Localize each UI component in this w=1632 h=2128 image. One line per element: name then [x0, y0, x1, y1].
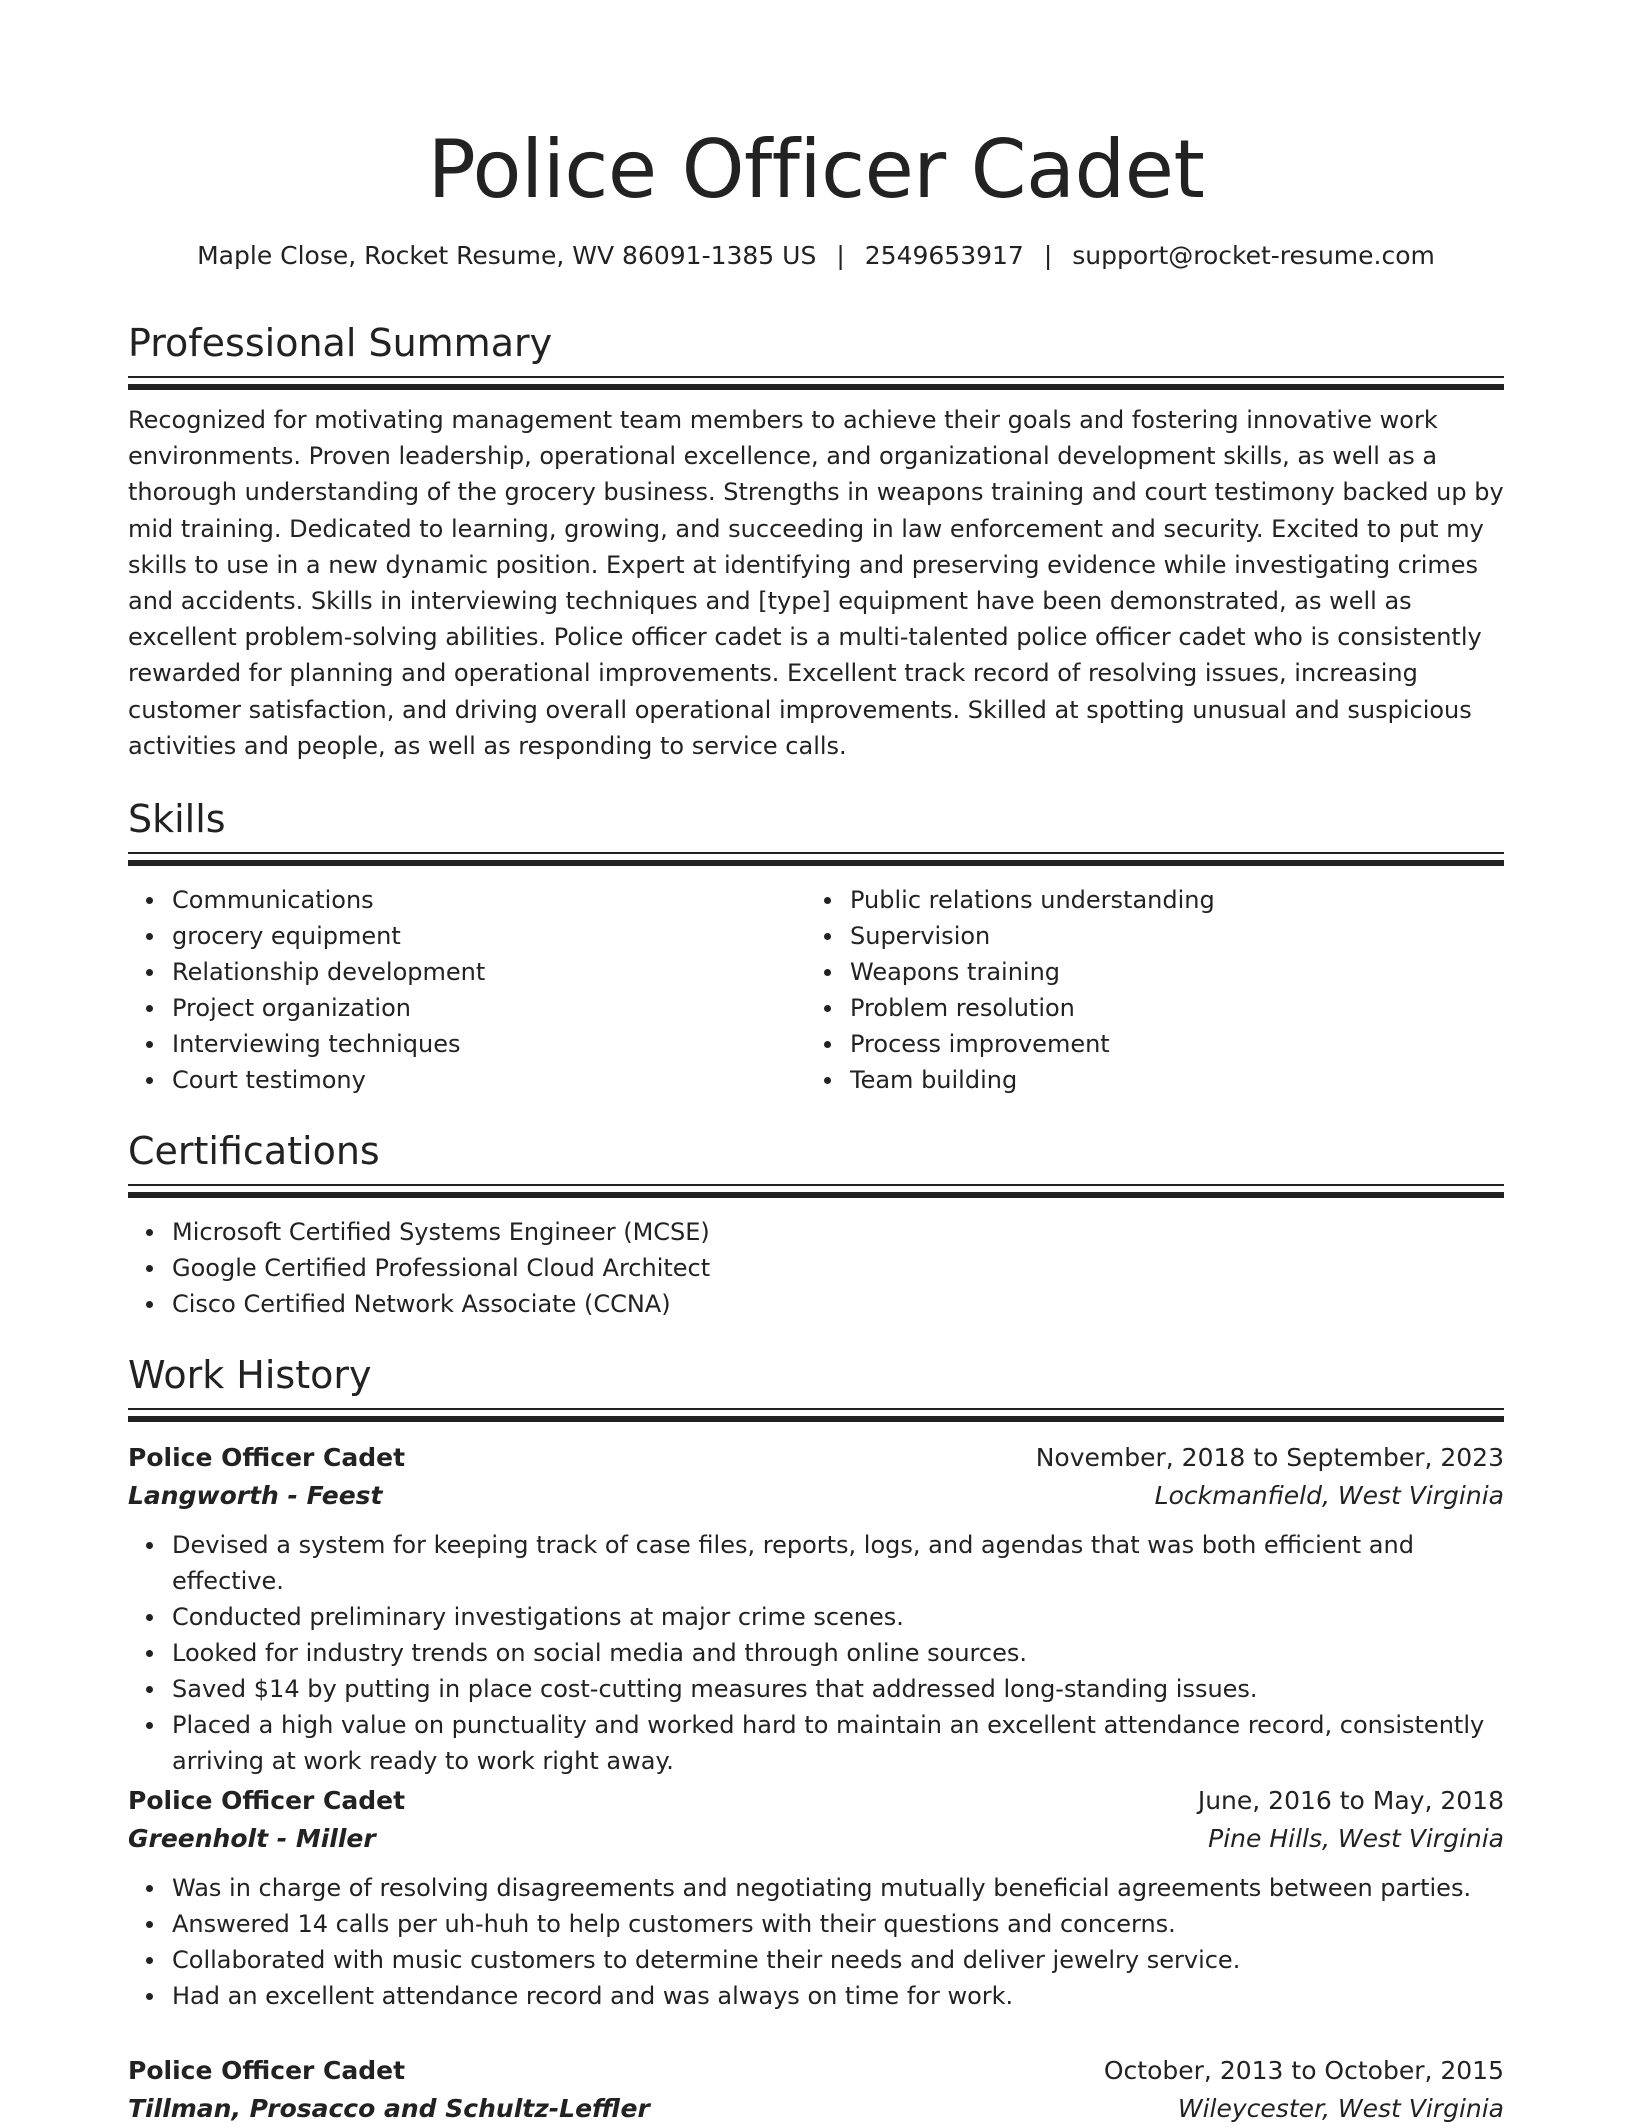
contact-address: Maple Close, Rocket Resume, WV 86091-1385 US	[197, 241, 817, 270]
skill-item: Project organization	[172, 990, 806, 1026]
job-bullet: Saved $14 by putting in place cost-cutting measures that addressed long-standing issues.	[172, 1671, 1504, 1707]
job-entry	[128, 1439, 1504, 1779]
section-divider	[128, 1184, 1504, 1200]
skill-item: Communications	[172, 882, 806, 918]
job-entry	[128, 1782, 1504, 2014]
summary-section	[128, 318, 1504, 764]
skill-item: Process improvement	[850, 1026, 1484, 1062]
job-bullet: Was in charge of resolving disagreements and negotiating mutually beneficial agreements between parties.	[172, 1870, 1504, 1906]
certifications-section	[128, 1126, 1504, 1322]
job-bullet: Collaborated with music customers to determine their needs and deliver jewelry service.	[172, 1942, 1504, 1978]
job-location: Lockmanfield, West Virginia	[1154, 1481, 1504, 1510]
job-entry	[128, 2052, 1504, 2128]
certifications-heading: Certifications	[128, 1129, 380, 1173]
contact-separator: |	[1043, 241, 1053, 270]
job-location: Wileycester, West Virginia	[1177, 2094, 1504, 2123]
skills-section	[128, 794, 1504, 1098]
certification-item: Microsoft Certified Systems Engineer (MCSE)	[172, 1214, 1504, 1250]
certification-item: Google Certified Professional Cloud Architect	[172, 1250, 1504, 1286]
skill-item: Problem resolution	[850, 990, 1484, 1026]
job-bullet: Devised a system for keeping track of case files, reports, logs, and agendas that was both efficient and effective.	[172, 1527, 1504, 1599]
skill-item: Court testimony	[172, 1062, 806, 1098]
job-title: Police Officer Cadet	[128, 1443, 406, 1472]
skill-item: Supervision	[850, 918, 1484, 954]
job-bullet: Placed a high value on punctuality and worked hard to maintain an excellent attendance record, consistently arriving at work ready to work right away.	[172, 1707, 1504, 1779]
skill-item: Public relations understanding	[850, 882, 1484, 918]
job-company: Tillman, Prosacco and Schultz-Leffler	[128, 2094, 650, 2123]
skills-heading: Skills	[128, 797, 226, 841]
job-bullet: Had an excellent attendance record and was always on time for work.	[172, 1978, 1504, 2014]
job-dates: October, 2013 to October, 2015	[1103, 2056, 1504, 2085]
candidate-name: Police Officer Cadet	[427, 123, 1205, 216]
work-history-heading: Work History	[128, 1353, 372, 1397]
summary-heading: Professional Summary	[128, 321, 553, 365]
job-bullet: Answered 14 calls per uh-huh to help customers with their questions and concerns.	[172, 1906, 1504, 1942]
skills-columns	[128, 882, 1504, 1098]
section-divider	[128, 852, 1504, 868]
certification-item: Cisco Certified Network Associate (CCNA)	[172, 1286, 1504, 1322]
contact-phone: 2549653917	[864, 241, 1024, 270]
job-company: Greenholt - Miller	[128, 1824, 376, 1853]
job-dates: June, 2016 to May, 2018	[1197, 1786, 1504, 1815]
contact-separator: |	[836, 241, 845, 270]
job-title: Police Officer Cadet	[128, 2056, 406, 2085]
job-title: Police Officer Cadet	[128, 1786, 406, 1815]
job-dates: November, 2018 to September, 2023	[1035, 1443, 1504, 1472]
skills-column-right	[806, 882, 1484, 1098]
job-company: Langworth - Feest	[128, 1481, 383, 1510]
job-bullet: Conducted preliminary investigations at major crime scenes.	[172, 1599, 1504, 1635]
skill-item: Weapons training	[850, 954, 1484, 990]
job-location: Pine Hills, West Virginia	[1208, 1824, 1504, 1853]
skill-item: Interviewing techniques	[172, 1026, 806, 1062]
skill-item: grocery equipment	[172, 918, 806, 954]
job-bullet: Looked for industry trends on social media and through online sources.	[172, 1635, 1504, 1671]
section-divider	[128, 376, 1504, 392]
skill-item: Relationship development	[172, 954, 806, 990]
skill-item: Team building	[850, 1062, 1484, 1098]
contact-line	[128, 238, 1504, 274]
skills-column-left	[128, 882, 806, 1098]
section-divider	[128, 1408, 1504, 1424]
work-history-section	[128, 1350, 1504, 1424]
summary-text: Recognized for motivating management team members to achieve their goals and fostering innovative work environments. Proven leadership, operational excellence, and organizational development skills, as well as a thorough understanding of the grocery business. Strengths in weapons training and court testimony backed up by mid training. Dedicated to learning, growing, and succeeding in law enforcement and security. Excited to put my skills to use in a new dynamic position. Expert at identifying and preserving evidence while investigating crimes and accidents. Skills in interviewing techniques and [type] equipment have been demonstrated, as well as excellent problem-solving abilities. Police officer cadet is a multi-talented police officer cadet who is consistently rewarded for planning and operational improvements. Excellent track record of resolving issues, increasing customer satisfaction, and driving overall operational improvements. Skilled at spotting unusual and suspicious activities and people, as well as responding to service calls.	[128, 406, 1504, 760]
contact-email: support@rocket-resume.com	[1072, 241, 1435, 270]
